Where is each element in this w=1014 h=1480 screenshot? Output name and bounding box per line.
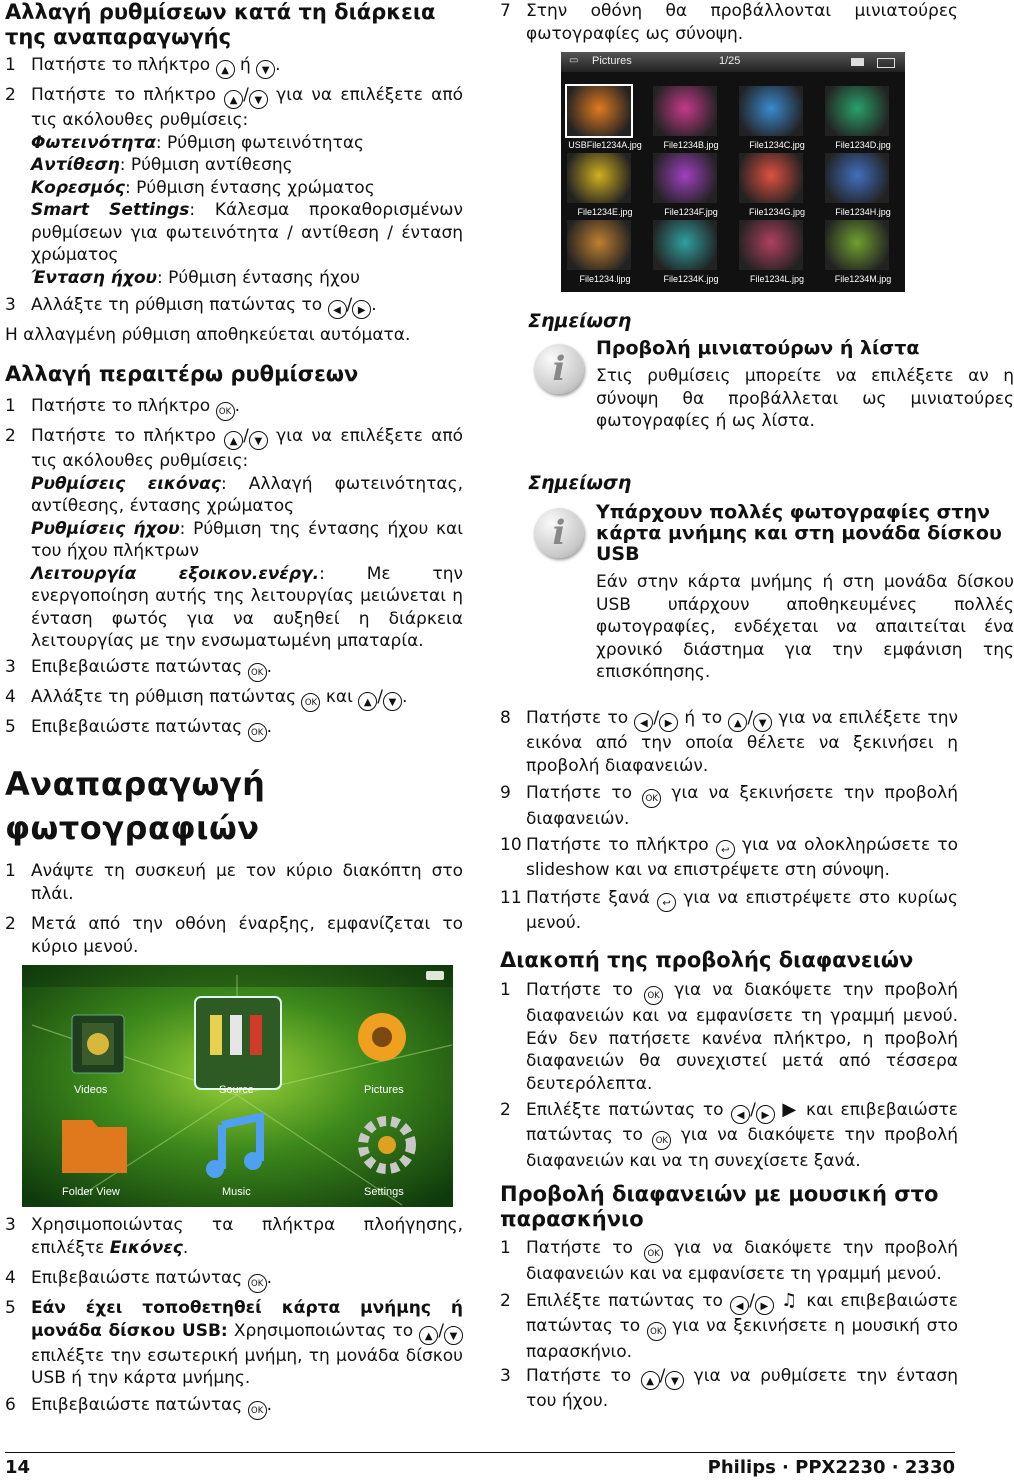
thumbnail-label: File1234G.jpg — [748, 207, 806, 217]
note-1-text: Στις ρυθμίσεις μπορείτε να επιλέξετε αν η σύνοψη θα προβάλλεται ως μινιατούρες φωτογραφίες ή ως λίστα. — [596, 366, 1014, 431]
thumbnail-image[interactable] — [825, 153, 889, 203]
ok-button-icon: OK — [216, 402, 235, 421]
auto-save-note: Η αλλαγμένη ρύθμιση αποθηκεύεται αυτόματα. — [5, 325, 411, 345]
music-note-icon: ♫ — [781, 1290, 800, 1311]
down-button-icon: ▼ — [753, 713, 772, 732]
note-label: Σημείωση — [528, 310, 632, 332]
note-1 — [528, 338, 1014, 433]
ok-button-icon: OK — [248, 1274, 267, 1293]
right-button-icon: ▶ — [755, 1296, 774, 1315]
menu-label-videos: Videos — [74, 1084, 108, 1096]
thumbnail-image[interactable] — [739, 220, 803, 270]
menu-label-folder-view: Folder View — [62, 1186, 120, 1198]
step-11: 11 Πατήστε ξανά ↩ για να επιστρέψετε στο κυρίως μενού. — [500, 888, 959, 933]
up-button-icon: ▲ — [641, 1371, 660, 1390]
right-button-icon: ▶ — [352, 300, 371, 319]
thumbnail-label: File1234F.jpg — [664, 207, 718, 217]
up-button-icon: ▲ — [216, 60, 235, 79]
menu-label-pictures: Pictures — [364, 1084, 404, 1096]
step-5: 5 Εάν έχει τοποθετηθεί κάρτα μνήμης ή μονάδα δίσκου USB: Χρησιμοποιώντας το ▲ / ▼ επιλέξτε την εσωτερική μνήμη, τη μονάδα δίσκου USB ή την κάρτα μνήμης. — [5, 1298, 463, 1388]
step-1: 1 Πατήστε το πλήκτρο ▲ ή ▼ . — [5, 54, 463, 79]
menu-label-settings: Settings — [364, 1186, 404, 1198]
section-title-slideshow-music: Προβολή διαφανειών με μουσική στο παρασκήνιο — [500, 1182, 939, 1231]
up-button-icon: ▲ — [358, 692, 377, 711]
back-button-icon: ↩ — [716, 840, 735, 859]
back-button-icon: ↩ — [657, 893, 676, 912]
step-2: 2 Επιλέξτε πατώντας το ◀ / ▶ ▶ και επιβεβαιώστε πατώντας το OK για να διακόψετε την προβολή διαφανειών και να τη συνεχίσετε ξανά. — [500, 1099, 958, 1171]
ok-button-icon: OK — [647, 1322, 666, 1341]
picture-folder-icon: ▭ — [569, 55, 579, 66]
step-1: 1 Πατήστε το OK για να διακόψετε την προβολή διαφανειών και να εμφανίσετε τη γραμμή μενού. — [500, 1238, 959, 1284]
ok-button-icon: OK — [652, 1131, 671, 1150]
left-button-icon: ◀ — [634, 713, 653, 732]
thumbnail-image[interactable] — [739, 86, 803, 136]
step-2: 2 Μετά από την οθόνη έναρξης, εμφανίζεται το κύριο μενού. — [5, 914, 463, 957]
ok-button-icon: OK — [301, 693, 320, 712]
thumbnail-header — [561, 52, 905, 72]
thumbnail-image[interactable] — [825, 86, 889, 136]
card-icon — [851, 58, 864, 66]
thumbnail-label: File1234L.jpg — [749, 274, 805, 284]
note-1-heading: Προβολή μινιατούρων ή λίστα — [596, 337, 920, 359]
thumbnail-image[interactable] — [653, 86, 717, 136]
right-button-icon: ▶ — [756, 1105, 775, 1124]
thumbnail-image[interactable] — [739, 153, 803, 203]
thumbnail-image[interactable] — [653, 153, 717, 203]
section-title-more-settings: Αλλαγή περαιτέρω ρυθμίσεων — [5, 362, 359, 386]
step-6: 6 Επιβεβαιώστε πατώντας OK . — [5, 1394, 463, 1420]
step-3: 3 Πατήστε το ▲ / ▼ για να ρυθμίσετε την ένταση του ήχου. — [500, 1366, 958, 1411]
left-button-icon: ◀ — [730, 1296, 749, 1315]
thumbnail-image[interactable] — [653, 220, 717, 270]
thumbnail-label: File1234D.jpg — [835, 140, 891, 150]
left-button-icon: ◀ — [731, 1105, 750, 1124]
up-button-icon: ▲ — [419, 1326, 438, 1345]
thumbnail-image[interactable] — [825, 220, 889, 270]
right-button-icon: ▶ — [659, 713, 678, 732]
thumbnail-label: File1234K.jpg — [663, 274, 719, 284]
thumbnail-label: File1234M.jpg — [834, 274, 892, 284]
up-button-icon: ▲ — [224, 431, 243, 450]
menu-label-source: Source — [219, 1084, 254, 1096]
thumbnail-label: File1234B.jpg — [663, 140, 719, 150]
thumbnail-screenshot — [561, 52, 905, 292]
note-2-heading: Υπάρχουν πολλές φωτογραφίες στην κάρτα μνήμης και στη μονάδα δίσκου USB — [596, 501, 1002, 565]
step-3: 3 Χρησιμοποιώντας τα πλήκτρα πλοήγησης, επιλέξτε Εικόνες. — [5, 1215, 463, 1258]
step-1: 1 Ανάψτε τη συσκευή με τον κύριο διακόπτη στο πλάι. — [5, 861, 463, 904]
note-2 — [528, 502, 1014, 684]
ok-button-icon: OK — [248, 723, 267, 742]
down-button-icon: ▼ — [383, 692, 402, 711]
down-button-icon: ▼ — [665, 1371, 684, 1390]
step-7: 7 Στην οθόνη θα προβάλλονται μινιατούρες φωτογραφίες ως σύνοψη. — [500, 1, 958, 44]
down-button-icon: ▼ — [249, 90, 268, 109]
ok-button-icon: OK — [248, 1401, 267, 1420]
left-button-icon: ◀ — [328, 300, 347, 319]
note-2-text: Εάν στην κάρτα μνήμης ή στη μονάδα δίσκου USB υπάρχουν αποθηκευμένες πολλές φωτογραφίες, ενδέχεται να απαιτείται ένα χρονικό διάστημα για την εμφάνιση της επισκόπησης. — [596, 572, 1014, 682]
thumbnail-label: File1234E.jpg — [577, 207, 633, 217]
thumbnail-label: USBFile1234A.jpg — [568, 140, 642, 150]
up-button-icon: ▲ — [224, 90, 243, 109]
down-button-icon: ▼ — [256, 60, 275, 79]
play-icon: ▶ — [782, 1099, 799, 1120]
up-button-icon: ▲ — [728, 713, 747, 732]
step-3: 3 Επιβεβαιώστε πατώντας OK . — [5, 656, 463, 682]
step-10: 10 Πατήστε το πλήκτρο ↩ για να ολοκληρώσετε το slideshow και να επιστρέψετε στη σύνοψη. — [500, 835, 959, 880]
thumbnail-image[interactable] — [567, 86, 631, 136]
down-button-icon: ▼ — [444, 1326, 463, 1345]
thumbnail-header-title: Pictures — [592, 55, 632, 67]
step-4: 4 Αλλάξτε τη ρύθμιση πατώντας OK και ▲ / ▼ . — [5, 686, 463, 712]
battery-icon — [877, 58, 895, 68]
page-footer — [5, 1452, 955, 1478]
thumbnail-header-count: 1/25 — [719, 55, 741, 67]
main-menu-screenshot — [22, 965, 453, 1207]
note-label: Σημείωση — [528, 472, 632, 494]
info-icon: i — [534, 508, 584, 558]
section-title-photo-playback: Αναπαραγωγή φωτογραφιών — [5, 765, 266, 847]
thumbnail-label: File1234C.jpg — [749, 140, 805, 150]
step-9: 9 Πατήστε το OK για να ξεκινήσετε την προβολή διαφανειών. — [500, 783, 958, 829]
footer-brand: Philips · PPX2230 · 2330 — [707, 1457, 955, 1478]
ok-button-icon: OK — [644, 986, 663, 1005]
step-4: 4 Επιβεβαιώστε πατώντας OK . — [5, 1267, 463, 1293]
thumbnail-label: File1234.ljpg — [579, 274, 631, 284]
ok-button-icon: OK — [642, 789, 661, 808]
step-5: 5 Επιβεβαιώστε πατώντας OK . — [5, 716, 463, 742]
section-title-playback-settings: Αλλαγή ρυθμίσεων κατά τη διάρκεια της αναπαραγωγής — [5, 0, 436, 49]
section-title-stop-slideshow: Διακοπή της προβολής διαφανειών — [500, 948, 914, 972]
menu-label-music: Music — [222, 1186, 251, 1198]
step-2: 2 Πατήστε το πλήκτρο ▲ / ▼ για να επιλέξετε από τις ακόλουθες ρυθμίσεις: Φωτεινότητα: Ρύθμιση φωτεινότητας Αντίθεση: Ρύθμιση αντίθεσης Κορεσμός: Ρύθμιση έντασης χρώματος Smart Settings: Κάλεσμα προκαθορισμένων ρυθμίσεων για φωτεινότητα / αντίθεση / ένταση χρώματος Ένταση ήχου: Ρύθμιση έντασης ήχου — [5, 85, 464, 288]
thumbnail-image[interactable] — [567, 153, 631, 203]
ok-button-icon: OK — [248, 663, 267, 682]
step-2: 2 Πατήστε το πλήκτρο ▲ / ▼ για να επιλέξετε από τις ακόλουθες ρυθμίσεις: Ρυθμίσεις εικόνας: Αλλαγή φωτεινότητας, αντίθεσης, έντασης χρώματος Ρυθμίσεις ήχου: Ρύθμιση της έντασης ήχου και του ήχου πλήκτρων Λειτουργία εξοικον.ενέργ.: Με την ενεργοποίηση αυτής της λειτουργίας μειώνεται η ένταση φωτός για να αυξηθεί η διάρκεια λειτουργίας με την ενσωματωμένη μπαταρία. — [5, 426, 464, 651]
ok-button-icon: OK — [644, 1244, 663, 1263]
down-button-icon: ▼ — [249, 431, 268, 450]
info-icon: i — [534, 344, 584, 394]
step-3: 3 Αλλάξτε τη ρύθμιση πατώντας το ◀ / ▶ . — [5, 294, 463, 319]
step-1: 1 Πατήστε το πλήκτρο OK . — [5, 395, 463, 421]
step-1: 1 Πατήστε το OK για να διακόψετε την προβολή διαφανειών και να εμφανίσετε τη γραμμή μενού. Εάν δεν πατήσετε κανένα πλήκτρο, η προβολή διαφανειών θα συνεχιστεί μετά από τέσσερα δευτερόλεπτα. — [500, 980, 959, 1094]
page-number: 14 — [5, 1457, 31, 1478]
thumbnail-label: File1234H.jpg — [835, 207, 891, 217]
thumbnail-image[interactable] — [567, 220, 631, 270]
step-8: 8 Πατήστε το ◀ / ▶ ή το ▲ / ▼ για να επιλέξετε την εικόνα από την οποία θέλετε να ξεκινήσει η προβολή διαφανειών. — [500, 708, 958, 776]
step-2: 2 Επιλέξτε πατώντας το ◀ / ▶ ♫ και επιβεβαιώστε πατώντας το OK για να ξεκινήσετε η μουσική στο παρασκήνιο. — [500, 1290, 959, 1362]
